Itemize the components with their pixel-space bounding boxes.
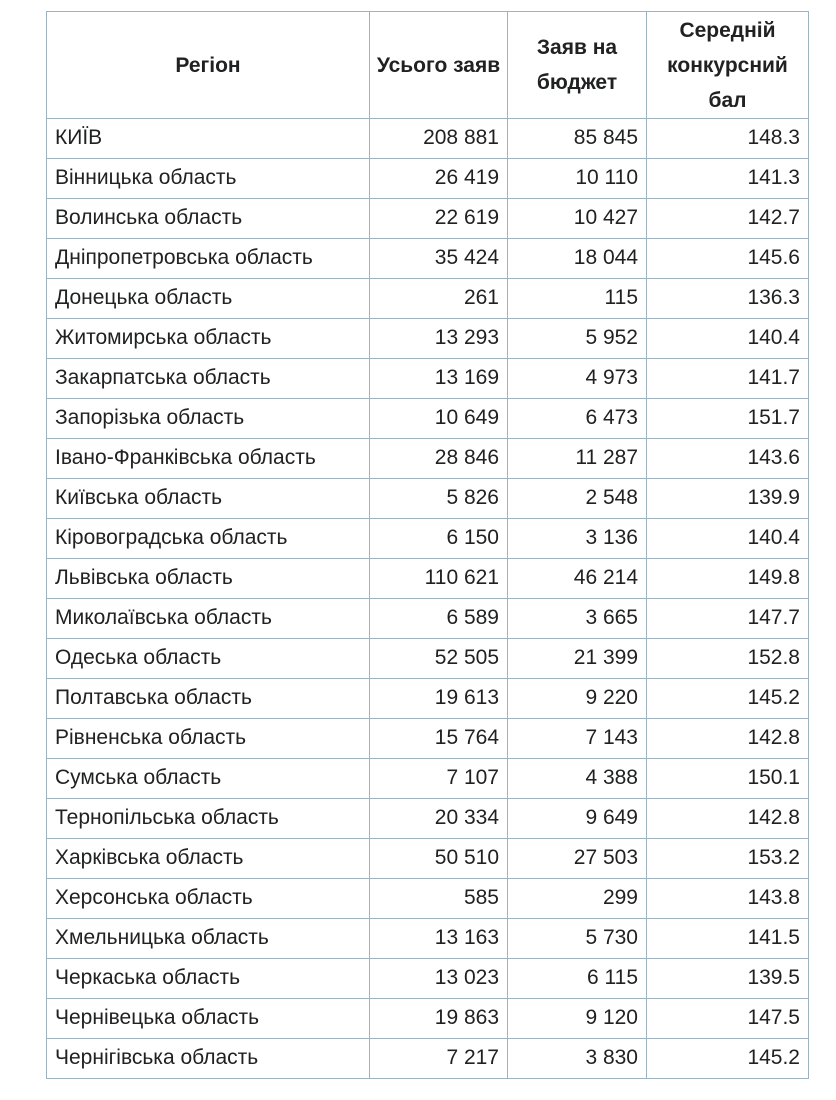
cell-region: Вінницька область [47, 159, 370, 199]
cell-budget-applications: 5 952 [508, 319, 647, 359]
table-row [47, 719, 809, 759]
table-row [47, 599, 809, 639]
cell-average-score: 142.8 [647, 799, 809, 839]
cell-budget-applications: 3 830 [508, 1039, 647, 1079]
table-row [47, 679, 809, 719]
header-budget-applications: Заяв на бюджет [508, 12, 647, 119]
table-row [47, 399, 809, 439]
cell-average-score: 150.1 [647, 759, 809, 799]
header-total-applications: Усього заяв [370, 12, 508, 119]
cell-region: Херсонська область [47, 879, 370, 919]
cell-total-applications: 22 619 [370, 199, 508, 239]
cell-total-applications: 7 217 [370, 1039, 508, 1079]
table-row [47, 439, 809, 479]
cell-region: Волинська область [47, 199, 370, 239]
cell-budget-applications: 115 [508, 279, 647, 319]
cell-total-applications: 15 764 [370, 719, 508, 759]
cell-budget-applications: 21 399 [508, 639, 647, 679]
cell-region: Одеська область [47, 639, 370, 679]
table-row [47, 159, 809, 199]
table-row [47, 959, 809, 999]
table-header [47, 12, 809, 119]
cell-total-applications: 13 023 [370, 959, 508, 999]
table-row [47, 319, 809, 359]
cell-budget-applications: 9 649 [508, 799, 647, 839]
cell-region: Кіровоградська область [47, 519, 370, 559]
cell-budget-applications: 3 136 [508, 519, 647, 559]
cell-budget-applications: 2 548 [508, 479, 647, 519]
cell-region: Запорізька область [47, 399, 370, 439]
cell-budget-applications: 7 143 [508, 719, 647, 759]
cell-region: Дніпропетровська область [47, 239, 370, 279]
header-region: Регіон [47, 12, 370, 119]
cell-average-score: 147.7 [647, 599, 809, 639]
cell-budget-applications: 27 503 [508, 839, 647, 879]
cell-total-applications: 19 613 [370, 679, 508, 719]
cell-average-score: 142.7 [647, 199, 809, 239]
table-body [47, 119, 809, 1079]
cell-average-score: 152.8 [647, 639, 809, 679]
cell-average-score: 141.5 [647, 919, 809, 959]
cell-total-applications: 52 505 [370, 639, 508, 679]
cell-region: Рівненська область [47, 719, 370, 759]
cell-total-applications: 13 169 [370, 359, 508, 399]
cell-budget-applications: 4 388 [508, 759, 647, 799]
cell-budget-applications: 299 [508, 879, 647, 919]
cell-region: Хмельницька область [47, 919, 370, 959]
cell-total-applications: 13 163 [370, 919, 508, 959]
cell-total-applications: 35 424 [370, 239, 508, 279]
cell-average-score: 148.3 [647, 119, 809, 159]
table-row [47, 119, 809, 159]
cell-average-score: 145.6 [647, 239, 809, 279]
table-row [47, 479, 809, 519]
table-row [47, 199, 809, 239]
cell-budget-applications: 6 115 [508, 959, 647, 999]
cell-average-score: 143.8 [647, 879, 809, 919]
cell-average-score: 139.5 [647, 959, 809, 999]
cell-budget-applications: 5 730 [508, 919, 647, 959]
cell-total-applications: 28 846 [370, 439, 508, 479]
cell-region: Харківська область [47, 839, 370, 879]
cell-total-applications: 26 419 [370, 159, 508, 199]
cell-total-applications: 7 107 [370, 759, 508, 799]
cell-average-score: 139.9 [647, 479, 809, 519]
cell-total-applications: 261 [370, 279, 508, 319]
cell-region: Чернівецька область [47, 999, 370, 1039]
cell-budget-applications: 18 044 [508, 239, 647, 279]
cell-average-score: 136.3 [647, 279, 809, 319]
table-row [47, 919, 809, 959]
cell-budget-applications: 10 110 [508, 159, 647, 199]
cell-average-score: 147.5 [647, 999, 809, 1039]
table-row [47, 999, 809, 1039]
cell-region: Закарпатська область [47, 359, 370, 399]
region-applications-table [46, 11, 809, 1079]
cell-average-score: 145.2 [647, 1039, 809, 1079]
cell-average-score: 141.7 [647, 359, 809, 399]
table-row [47, 839, 809, 879]
table-row [47, 759, 809, 799]
cell-total-applications: 585 [370, 879, 508, 919]
cell-region: Тернопільська область [47, 799, 370, 839]
cell-average-score: 140.4 [647, 519, 809, 559]
table-row [47, 1039, 809, 1079]
cell-total-applications: 19 863 [370, 999, 508, 1039]
cell-total-applications: 5 826 [370, 479, 508, 519]
cell-region: Миколаївська область [47, 599, 370, 639]
table-row [47, 639, 809, 679]
header-average-score: Середній конкурсний бал [647, 12, 809, 119]
cell-budget-applications: 10 427 [508, 199, 647, 239]
cell-region: Черкаська область [47, 959, 370, 999]
table-row [47, 279, 809, 319]
cell-total-applications: 6 150 [370, 519, 508, 559]
cell-region: Чернігівська область [47, 1039, 370, 1079]
cell-region: Львівська область [47, 559, 370, 599]
cell-total-applications: 208 881 [370, 119, 508, 159]
cell-average-score: 153.2 [647, 839, 809, 879]
cell-average-score: 145.2 [647, 679, 809, 719]
cell-total-applications: 6 589 [370, 599, 508, 639]
cell-region: Сумська область [47, 759, 370, 799]
cell-budget-applications: 9 220 [508, 679, 647, 719]
cell-total-applications: 13 293 [370, 319, 508, 359]
cell-total-applications: 50 510 [370, 839, 508, 879]
cell-total-applications: 110 621 [370, 559, 508, 599]
cell-budget-applications: 11 287 [508, 439, 647, 479]
table-row [47, 799, 809, 839]
cell-total-applications: 20 334 [370, 799, 508, 839]
cell-budget-applications: 46 214 [508, 559, 647, 599]
cell-region: Київська область [47, 479, 370, 519]
table-row [47, 239, 809, 279]
cell-region: Житомирська область [47, 319, 370, 359]
cell-region: Івано-Франківська область [47, 439, 370, 479]
table-row [47, 559, 809, 599]
cell-budget-applications: 3 665 [508, 599, 647, 639]
cell-budget-applications: 85 845 [508, 119, 647, 159]
header-row [47, 12, 809, 119]
table-row [47, 359, 809, 399]
cell-total-applications: 10 649 [370, 399, 508, 439]
table-row [47, 519, 809, 559]
cell-average-score: 149.8 [647, 559, 809, 599]
cell-average-score: 151.7 [647, 399, 809, 439]
cell-budget-applications: 4 973 [508, 359, 647, 399]
cell-average-score: 142.8 [647, 719, 809, 759]
table-row [47, 879, 809, 919]
cell-average-score: 140.4 [647, 319, 809, 359]
cell-region: Донецька область [47, 279, 370, 319]
cell-region: КИЇВ [47, 119, 370, 159]
cell-average-score: 141.3 [647, 159, 809, 199]
cell-region: Полтавська область [47, 679, 370, 719]
cell-budget-applications: 9 120 [508, 999, 647, 1039]
cell-budget-applications: 6 473 [508, 399, 647, 439]
cell-average-score: 143.6 [647, 439, 809, 479]
